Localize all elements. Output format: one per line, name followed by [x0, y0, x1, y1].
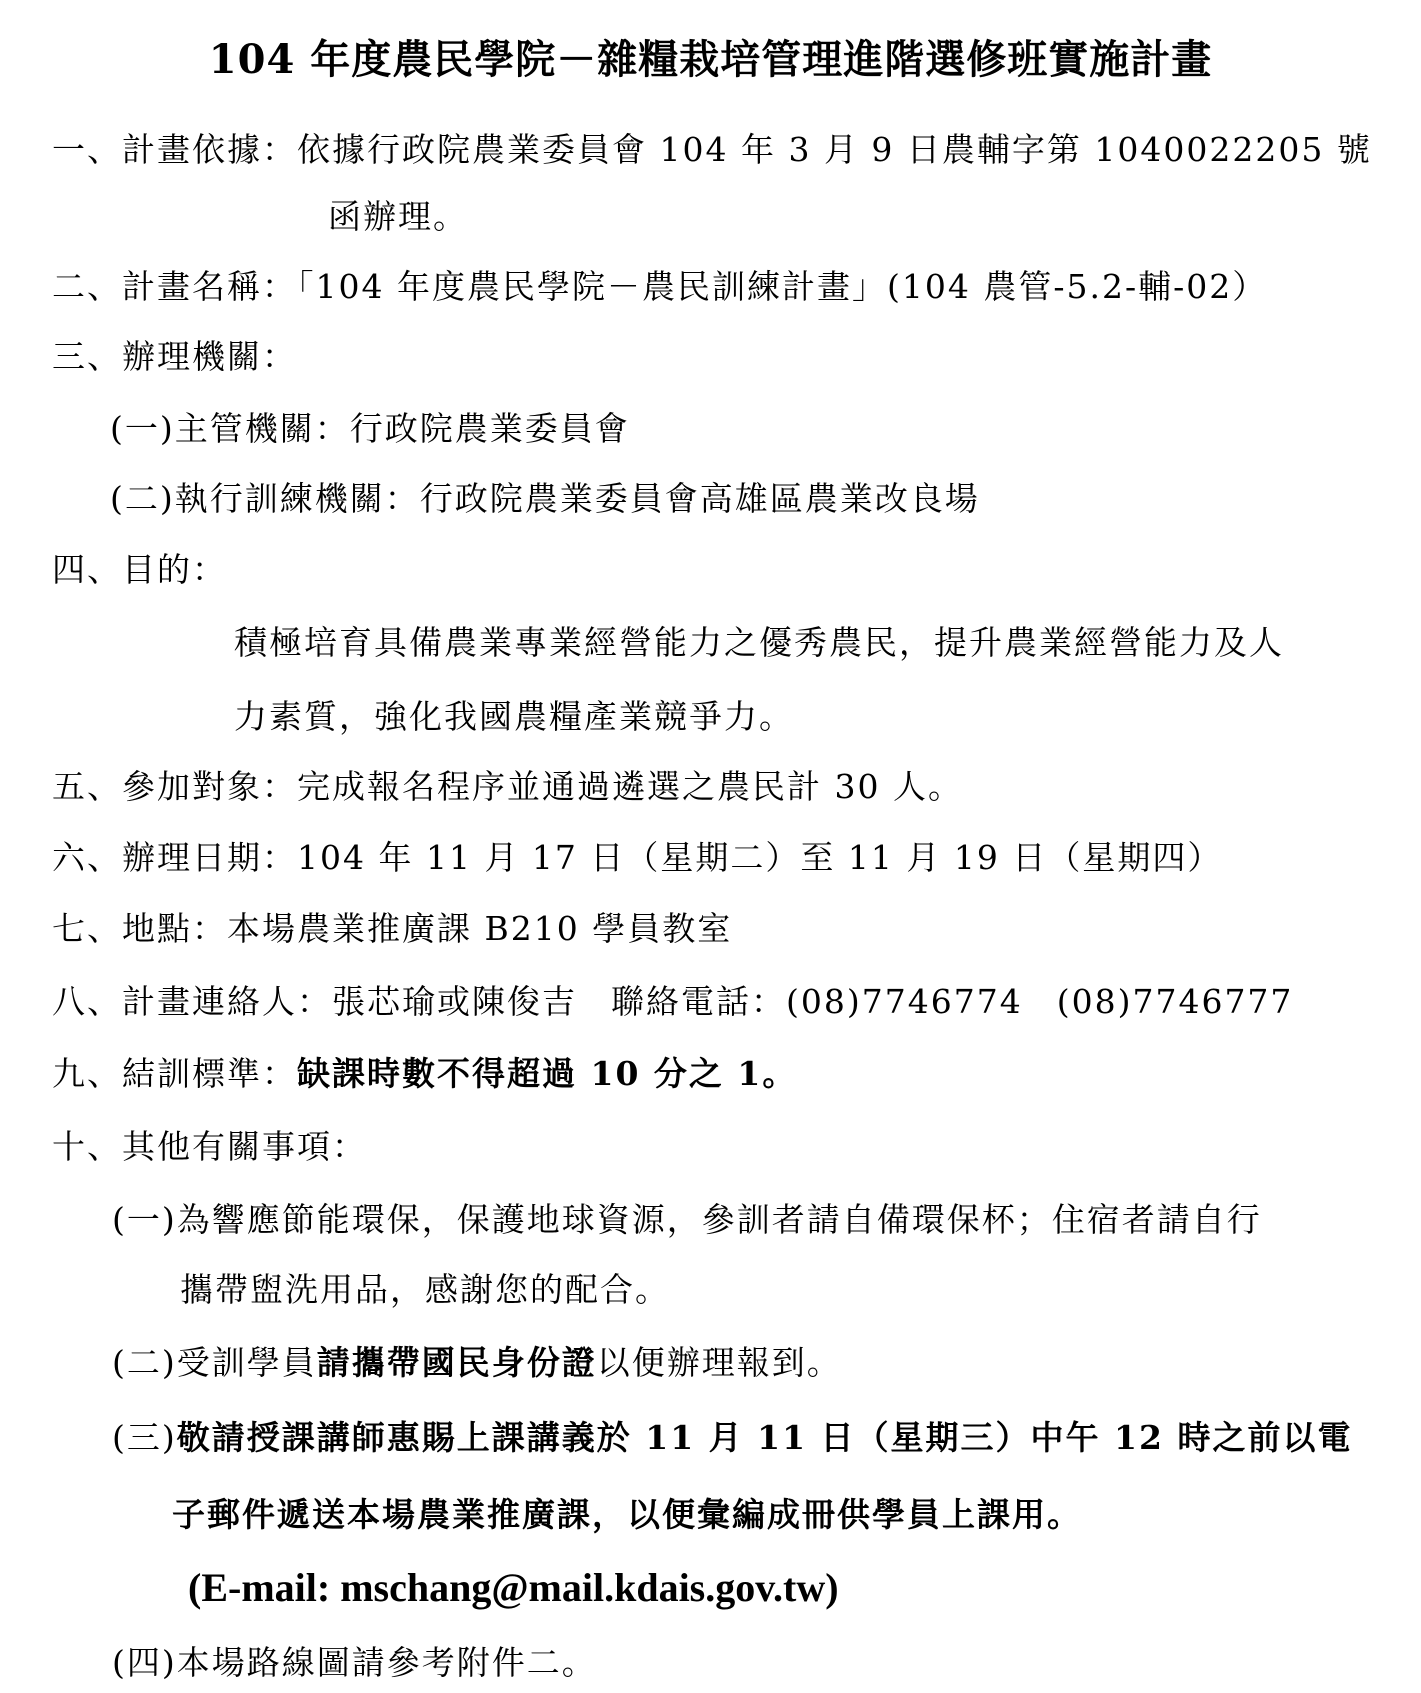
item-basis-label: 一、計畫依據： — [52, 130, 297, 169]
item-name-text: 「104 年度農民學院－農民訓練計畫」(104 農管-5.2-輔-02） — [297, 267, 1268, 306]
item-basis-line1 — [52, 130, 1372, 170]
item-purpose-line1: 積極培育具備農業專業經營能力之優秀農民，提升農業經營能力及人 — [234, 623, 1284, 662]
item-participants — [52, 767, 963, 807]
item-agencies-sub1 — [110, 409, 630, 449]
item-others-sub2-suffix: 以便辦理報到。 — [596, 1343, 842, 1382]
item-others-sub3-text1: 敬請授課講師惠賜上課講義於 11 月 11 日（星期三）中午 12 時之前以電 — [176, 1418, 1353, 1457]
item-location-text: 本場農業推廣課 B210 學員教室 — [227, 909, 733, 948]
item-basis-line2: 函辦理。 — [328, 197, 468, 236]
item-purpose-line2: 力素質，強化我國農糧產業競爭力。 — [234, 697, 794, 736]
item-contact-phone1: (08)7746774 — [786, 982, 1023, 1021]
item-name-label: 二、計畫名稱： — [52, 267, 297, 306]
contact-email: (E-mail: mschang@mail.kdais.gov.tw) — [188, 1565, 839, 1610]
item-agencies-label: 三、辦理機關： — [52, 337, 297, 376]
item-others-sub2-bold: 請攜帶國民身份證 — [316, 1343, 597, 1382]
item-dates-text: 104 年 11 月 17 日（星期二）至 11 月 19 日（星期四） — [297, 838, 1223, 877]
item-agencies-sub2-text: 行政院農業委員會高雄區農業改良場 — [419, 479, 980, 518]
item-others-sub2-prefix: (二)受訓學員 — [112, 1343, 317, 1382]
item-others-sub2 — [112, 1343, 842, 1383]
item-location-label: 七、地點： — [52, 909, 227, 948]
document-title: 104 年度農民學院－雜糧栽培管理進階選修班實施計畫 — [208, 36, 1213, 83]
item-criteria — [52, 1054, 797, 1094]
item-contact — [52, 982, 1293, 1022]
item-contact-persons: 張芯瑜或陳俊吉 — [332, 982, 577, 1021]
item-criteria-text: 缺課時數不得超過 10 分之 1。 — [297, 1054, 798, 1093]
item-others-label: 十、其他有關事項： — [52, 1127, 367, 1166]
item-participants-label: 五、參加對象： — [52, 767, 297, 806]
item-contact-phone-label: 聯絡電話： — [611, 982, 786, 1021]
item-dates-label: 六、辦理日期： — [52, 838, 297, 877]
item-contact-label: 八、計畫連絡人： — [52, 982, 332, 1021]
item-name — [52, 267, 1267, 307]
item-contact-phone2: (08)7746777 — [1056, 982, 1294, 1021]
item-agencies-sub2 — [110, 479, 980, 519]
item-others-sub1-line1: (一)為響應節能環保，保護地球資源，參訓者請自備環保杯；住宿者請自行 — [112, 1200, 1262, 1239]
item-others-sub3-prefix: (三) — [112, 1418, 177, 1457]
item-purpose-label: 四、目的： — [52, 550, 227, 589]
item-location — [52, 909, 732, 949]
item-participants-text: 完成報名程序並通過遴選之農民計 30 人。 — [297, 767, 963, 806]
item-criteria-label: 九、結訓標準： — [52, 1054, 297, 1093]
item-others-sub4: (四)本場路線圖請參考附件二。 — [112, 1643, 597, 1682]
item-agencies-sub1-text: 行政院農業委員會 — [349, 409, 630, 448]
item-dates — [52, 838, 1222, 878]
item-others-sub3-line1 — [112, 1418, 1352, 1458]
item-others-sub3-line2: 子郵件遞送本場農業推廣課，以便彙編成冊供學員上課用。 — [172, 1495, 1082, 1534]
item-agencies-sub1-label: (一)主管機關： — [110, 409, 350, 448]
item-basis-text: 依據行政院農業委員會 104 年 3 月 9 日農輔字第 1040022205 號 — [297, 130, 1372, 169]
item-agencies-sub2-label: (二)執行訓練機關： — [110, 479, 420, 518]
item-others-sub1-line2: 攜帶盥洗用品，感謝您的配合。 — [180, 1270, 670, 1309]
